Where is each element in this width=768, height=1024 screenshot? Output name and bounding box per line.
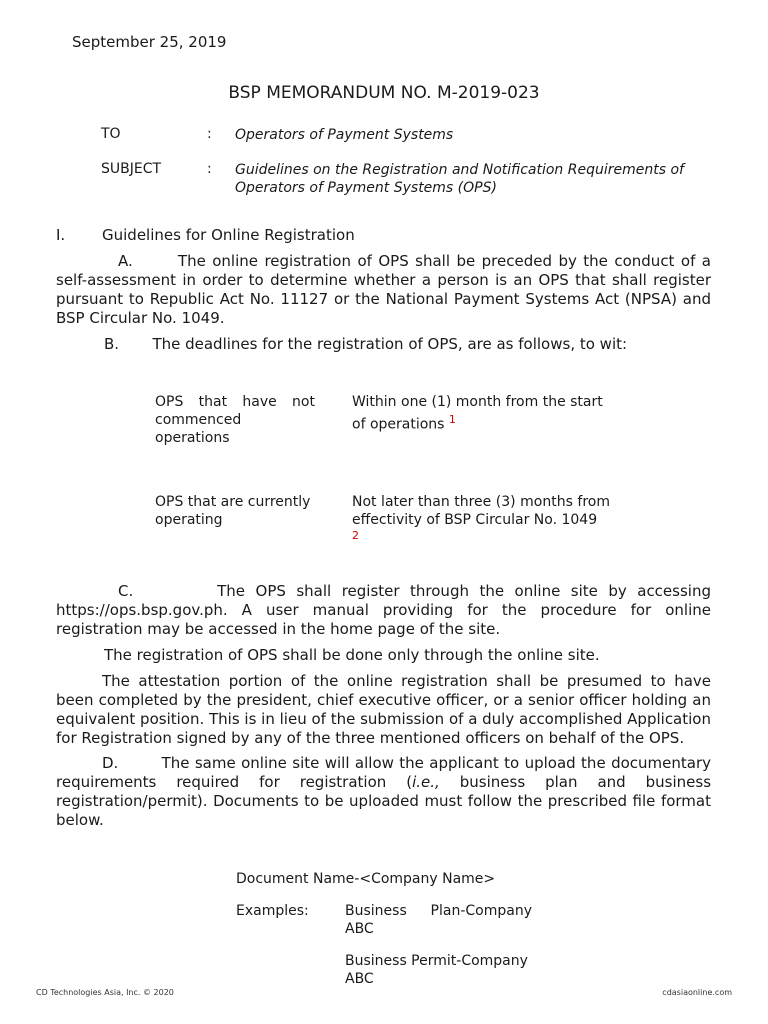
to-value: Operators of Payment Systems xyxy=(235,127,454,143)
paragraph-c-text: The OPS shall register through the online site by accessing https://ops.bsp.gov.ph. A user manual providing for the procedure for online registration may be accessed in the home page of the site. xyxy=(56,582,711,638)
examples-label: Examples: xyxy=(236,903,309,919)
subject-value-line1: Guidelines on the Registration and Notification Requirements of xyxy=(235,162,684,178)
paragraph-c-attestation: The attestation portion of the online registration shall be presumed to have been completed by the president, chief executive officer, or a senior officer holding an equivalent position. This is in lieu of the submission of a duly accomplished Application for Registration signed by any of the three mentioned officers on behalf of the OPS. xyxy=(56,672,711,747)
subject-colon: : xyxy=(207,161,212,177)
paragraph-c-letter: C. xyxy=(118,582,134,600)
paragraph-d-letter: D. xyxy=(102,754,119,772)
paragraph-b-text: The deadlines for the registration of OPS, are as follows, to wit: xyxy=(152,335,628,353)
deadline-value-cell xyxy=(352,393,618,434)
deadline-status-cell: OPS that are currently operating xyxy=(155,494,311,528)
paragraph-d-text-after: business plan and business registration/permit). Documents to be uploaded must follow the prescribed file format below. xyxy=(56,773,712,829)
section-number: I. xyxy=(56,226,66,244)
footer-copyright: CD Technologies Asia, Inc. © 2020 xyxy=(36,988,174,997)
subject-value-line2: Operators of Payment Systems (OPS) xyxy=(235,180,497,196)
subject-label: SUBJECT xyxy=(101,161,162,177)
footer-site[interactable]: cdasiaonline.com xyxy=(662,988,732,997)
paragraph-d xyxy=(56,754,711,830)
memo-title: BSP MEMORANDUM NO. M-2019-023 xyxy=(228,83,540,103)
file-format-line: Document Name-<Company Name> xyxy=(236,871,496,887)
paragraph-d-text-before: The same online site will allow the applicant to upload the documentary requirements required for registration ( xyxy=(56,754,711,791)
deadline-value-text: Within one (1) month from the start of operations xyxy=(352,394,603,433)
paragraph-a-letter: A. xyxy=(118,252,133,270)
paragraph-a xyxy=(56,252,711,328)
example-item: Business Permit-Company ABC xyxy=(345,953,528,987)
paragraph-c-online-only: The registration of OPS shall be done only through the online site. xyxy=(104,646,600,664)
paragraph-b xyxy=(104,335,711,354)
paragraph-a-text: The online registration of OPS shall be preceded by the conduct of a self-assessment in order to determine whether a person is an OPS that shall register pursuant to Republic Act No. 11127 or the National Payment Systems Act (NPSA) and BSP Circular No. 1049. xyxy=(56,252,711,327)
paragraph-b-letter: B. xyxy=(104,335,120,353)
memo-date: September 25, 2019 xyxy=(72,33,227,51)
deadline-value-cell: Not later than three (3) months from effectivity of BSP Circular No. 1049 xyxy=(352,494,610,528)
deadline-status-cell: OPS that have not commenced operations xyxy=(155,394,315,446)
to-label: TO xyxy=(101,126,121,142)
footnote-marker[interactable]: 2 xyxy=(352,529,359,542)
paragraph-c xyxy=(56,582,711,639)
example-item: Business Plan-Company ABC xyxy=(345,903,532,937)
to-colon: : xyxy=(207,126,212,142)
section-title: Guidelines for Online Registration xyxy=(102,226,355,244)
paragraph-d-text-italic: i.e., xyxy=(412,773,440,791)
footnote-marker[interactable]: 1 xyxy=(448,413,456,426)
